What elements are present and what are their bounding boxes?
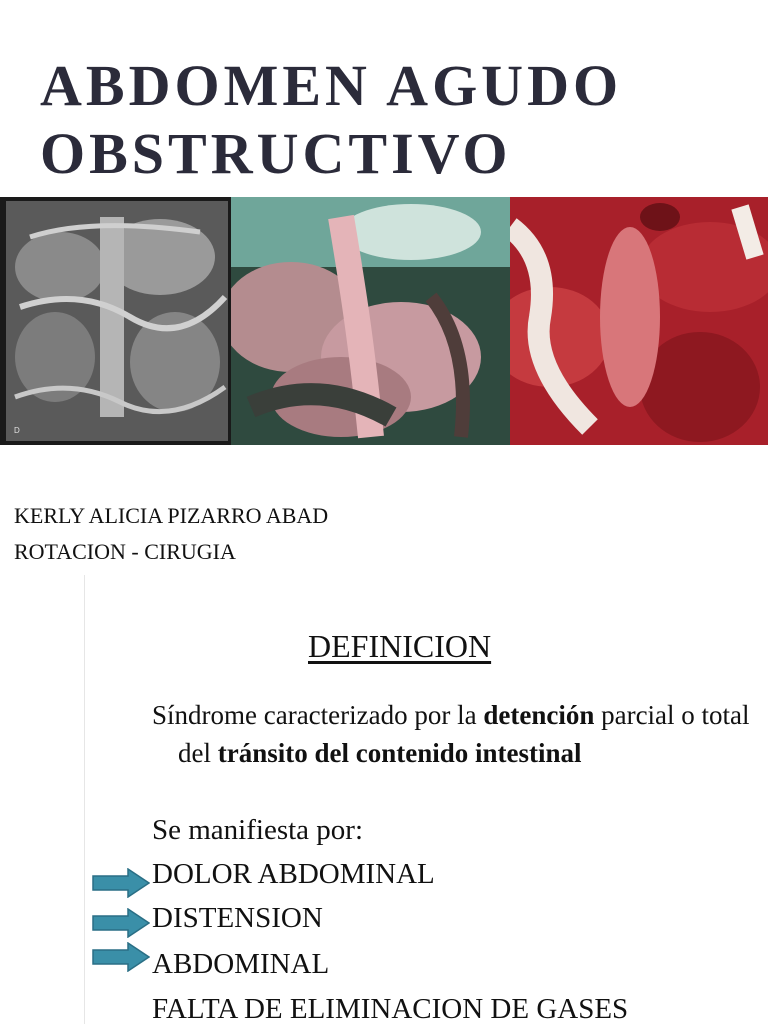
title-line-2: OBSTRUCTIVO: [40, 121, 512, 186]
author-info: [14, 498, 328, 570]
definition-bold-1: detención: [483, 700, 595, 730]
symptom-item: DISTENSION: [152, 902, 323, 934]
xray-abdomen-image: [0, 197, 231, 445]
symptom-item: ABDOMINAL: [152, 948, 330, 980]
surgical-bowel-photo-2: [510, 197, 768, 445]
rotation-label: ROTACION - CIRUGIA: [14, 539, 236, 564]
xray-label: D: [14, 426, 20, 435]
title-line-1: ABDOMEN AGUDO: [40, 53, 623, 118]
definition-text: [152, 696, 768, 772]
definition-heading: DEFINICION: [308, 628, 492, 664]
manifests-intro: Se manifiesta por:: [152, 814, 364, 846]
arrow-right-icon: [92, 942, 150, 972]
image-strip: [0, 197, 768, 445]
author-name: KERLY ALICIA PIZARRO ABAD: [14, 503, 329, 528]
definition-part-2: parcial o total del: [178, 700, 750, 768]
symptom-item: DOLOR ABDOMINAL: [152, 858, 435, 890]
surgical-bowel-photo-1: [231, 197, 510, 445]
definition-part-1: Síndrome caracterizado por la: [152, 700, 484, 730]
definition-bold-2: tránsito del contenido intestinal: [217, 738, 582, 768]
arrow-right-icon: [92, 868, 150, 898]
divider-line: [84, 575, 85, 1024]
symptom-item: FALTA DE ELIMINACION DE GASES: [152, 993, 629, 1025]
arrow-right-icon: [92, 908, 150, 938]
slide-title: [40, 52, 622, 188]
